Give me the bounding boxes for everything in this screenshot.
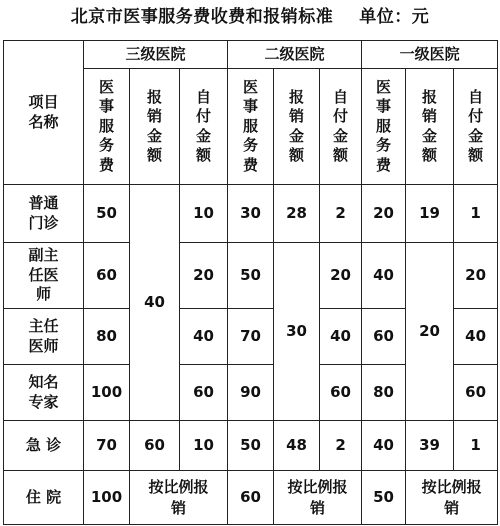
cell-reimb-ratio — [130, 471, 228, 525]
cell-fee: 70 — [84, 421, 130, 471]
cell-fee: 50 — [84, 185, 130, 243]
cell-reimb-merged: 30 — [274, 243, 320, 421]
cell-reimb: 39 — [406, 421, 454, 471]
row-label-general — [4, 185, 84, 243]
cell-reimb-merged: 20 — [406, 243, 454, 421]
cell-self: 40 — [180, 309, 228, 365]
cell-self: 1 — [454, 421, 498, 471]
sub-header-self — [320, 69, 362, 185]
table-row — [4, 185, 498, 243]
unit-label: 单位：元 — [359, 7, 430, 27]
cell-fee: 50 — [362, 471, 406, 525]
level-header-2-text: 二级医院 — [264, 45, 325, 64]
cell-self: 40 — [454, 309, 498, 365]
cell-fee: 70 — [228, 309, 274, 365]
sub-header-reimb — [406, 69, 454, 185]
row-label-emergency: 急 诊 — [4, 421, 84, 471]
sub-header-fee — [362, 69, 406, 185]
table-row — [4, 243, 498, 309]
cell-self: 20 — [454, 243, 498, 309]
cell-self: 2 — [320, 421, 362, 471]
cell-fee: 80 — [362, 365, 406, 421]
level-header-3-text: 三级医院 — [125, 45, 186, 64]
cell-self: 20 — [320, 243, 362, 309]
row-label-chief-text: 主任医师 — [28, 317, 59, 355]
row-label-expert — [4, 365, 84, 421]
sub-header-fee-text: 医事服务费 — [243, 77, 259, 174]
cell-self: 40 — [320, 309, 362, 365]
cell-self: 1 — [454, 185, 498, 243]
cell-fee: 100 — [84, 365, 130, 421]
cell-reimb-ratio — [274, 471, 362, 525]
cell-fee: 80 — [84, 309, 130, 365]
row-label-chief — [4, 309, 84, 365]
cell-reimb-ratio-text: 按比例报销 — [148, 478, 209, 517]
row-label-inpatient: 住 院 — [4, 471, 84, 525]
level-header-2 — [228, 41, 362, 69]
cell-reimb-ratio-text: 按比例报销 — [287, 478, 348, 517]
title-text: 北京市医事服务费收费和报销标准 — [70, 7, 334, 27]
sub-header-reimb-text: 报销金额 — [289, 87, 305, 164]
level-header-1-text: 一级医院 — [399, 45, 460, 64]
sub-header-self — [180, 69, 228, 185]
sub-header-fee — [84, 69, 130, 185]
sub-header-reimb-text: 报销金额 — [146, 87, 162, 164]
sub-header-reimb — [130, 69, 180, 185]
row-label-general-text: 普通门诊 — [28, 194, 59, 232]
sub-header-self-text: 自付金额 — [468, 87, 484, 164]
cell-fee: 30 — [228, 185, 274, 243]
cell-reimb: 60 — [130, 421, 180, 471]
level-header-3 — [84, 41, 228, 69]
cell-self: 20 — [180, 243, 228, 309]
fee-table — [3, 40, 498, 525]
cell-self: 10 — [180, 185, 228, 243]
cell-fee: 40 — [362, 421, 406, 471]
cell-fee: 60 — [362, 309, 406, 365]
row-header: 项目名称 — [28, 93, 59, 131]
cell-fee: 100 — [84, 471, 130, 525]
sub-header-reimb — [274, 69, 320, 185]
row-label-assoc — [4, 243, 84, 309]
cell-self: 2 — [320, 185, 362, 243]
cell-fee: 40 — [362, 243, 406, 309]
cell-reimb: 19 — [406, 185, 454, 243]
sub-header-reimb-text: 报销金额 — [422, 87, 438, 164]
page-title — [0, 4, 500, 30]
row-label-expert-text: 知名专家 — [28, 373, 59, 411]
cell-self: 60 — [180, 365, 228, 421]
row-header-cell — [4, 41, 84, 185]
cell-fee: 60 — [84, 243, 130, 309]
cell-reimb-merged: 40 — [130, 185, 180, 421]
sub-header-fee — [228, 69, 274, 185]
cell-fee: 50 — [228, 243, 274, 309]
table-row — [4, 421, 498, 471]
level-header-1 — [362, 41, 498, 69]
sub-header-fee-text: 医事服务费 — [376, 77, 392, 174]
sub-header-self-text: 自付金额 — [333, 87, 349, 164]
row-label-assoc-text: 副主任医师 — [28, 246, 59, 304]
cell-reimb-ratio — [406, 471, 498, 525]
cell-reimb-ratio-text: 按比例报销 — [421, 478, 482, 517]
cell-fee: 20 — [362, 185, 406, 243]
cell-self: 10 — [180, 421, 228, 471]
cell-self: 60 — [454, 365, 498, 421]
cell-fee: 60 — [228, 471, 274, 525]
sub-header-fee-text: 医事服务费 — [98, 77, 114, 174]
cell-fee: 90 — [228, 365, 274, 421]
cell-reimb: 48 — [274, 421, 320, 471]
sub-header-self-text: 自付金额 — [196, 87, 212, 164]
cell-self: 60 — [320, 365, 362, 421]
cell-reimb: 28 — [274, 185, 320, 243]
sub-header-self — [454, 69, 498, 185]
table-row — [4, 471, 498, 525]
cell-fee: 50 — [228, 421, 274, 471]
